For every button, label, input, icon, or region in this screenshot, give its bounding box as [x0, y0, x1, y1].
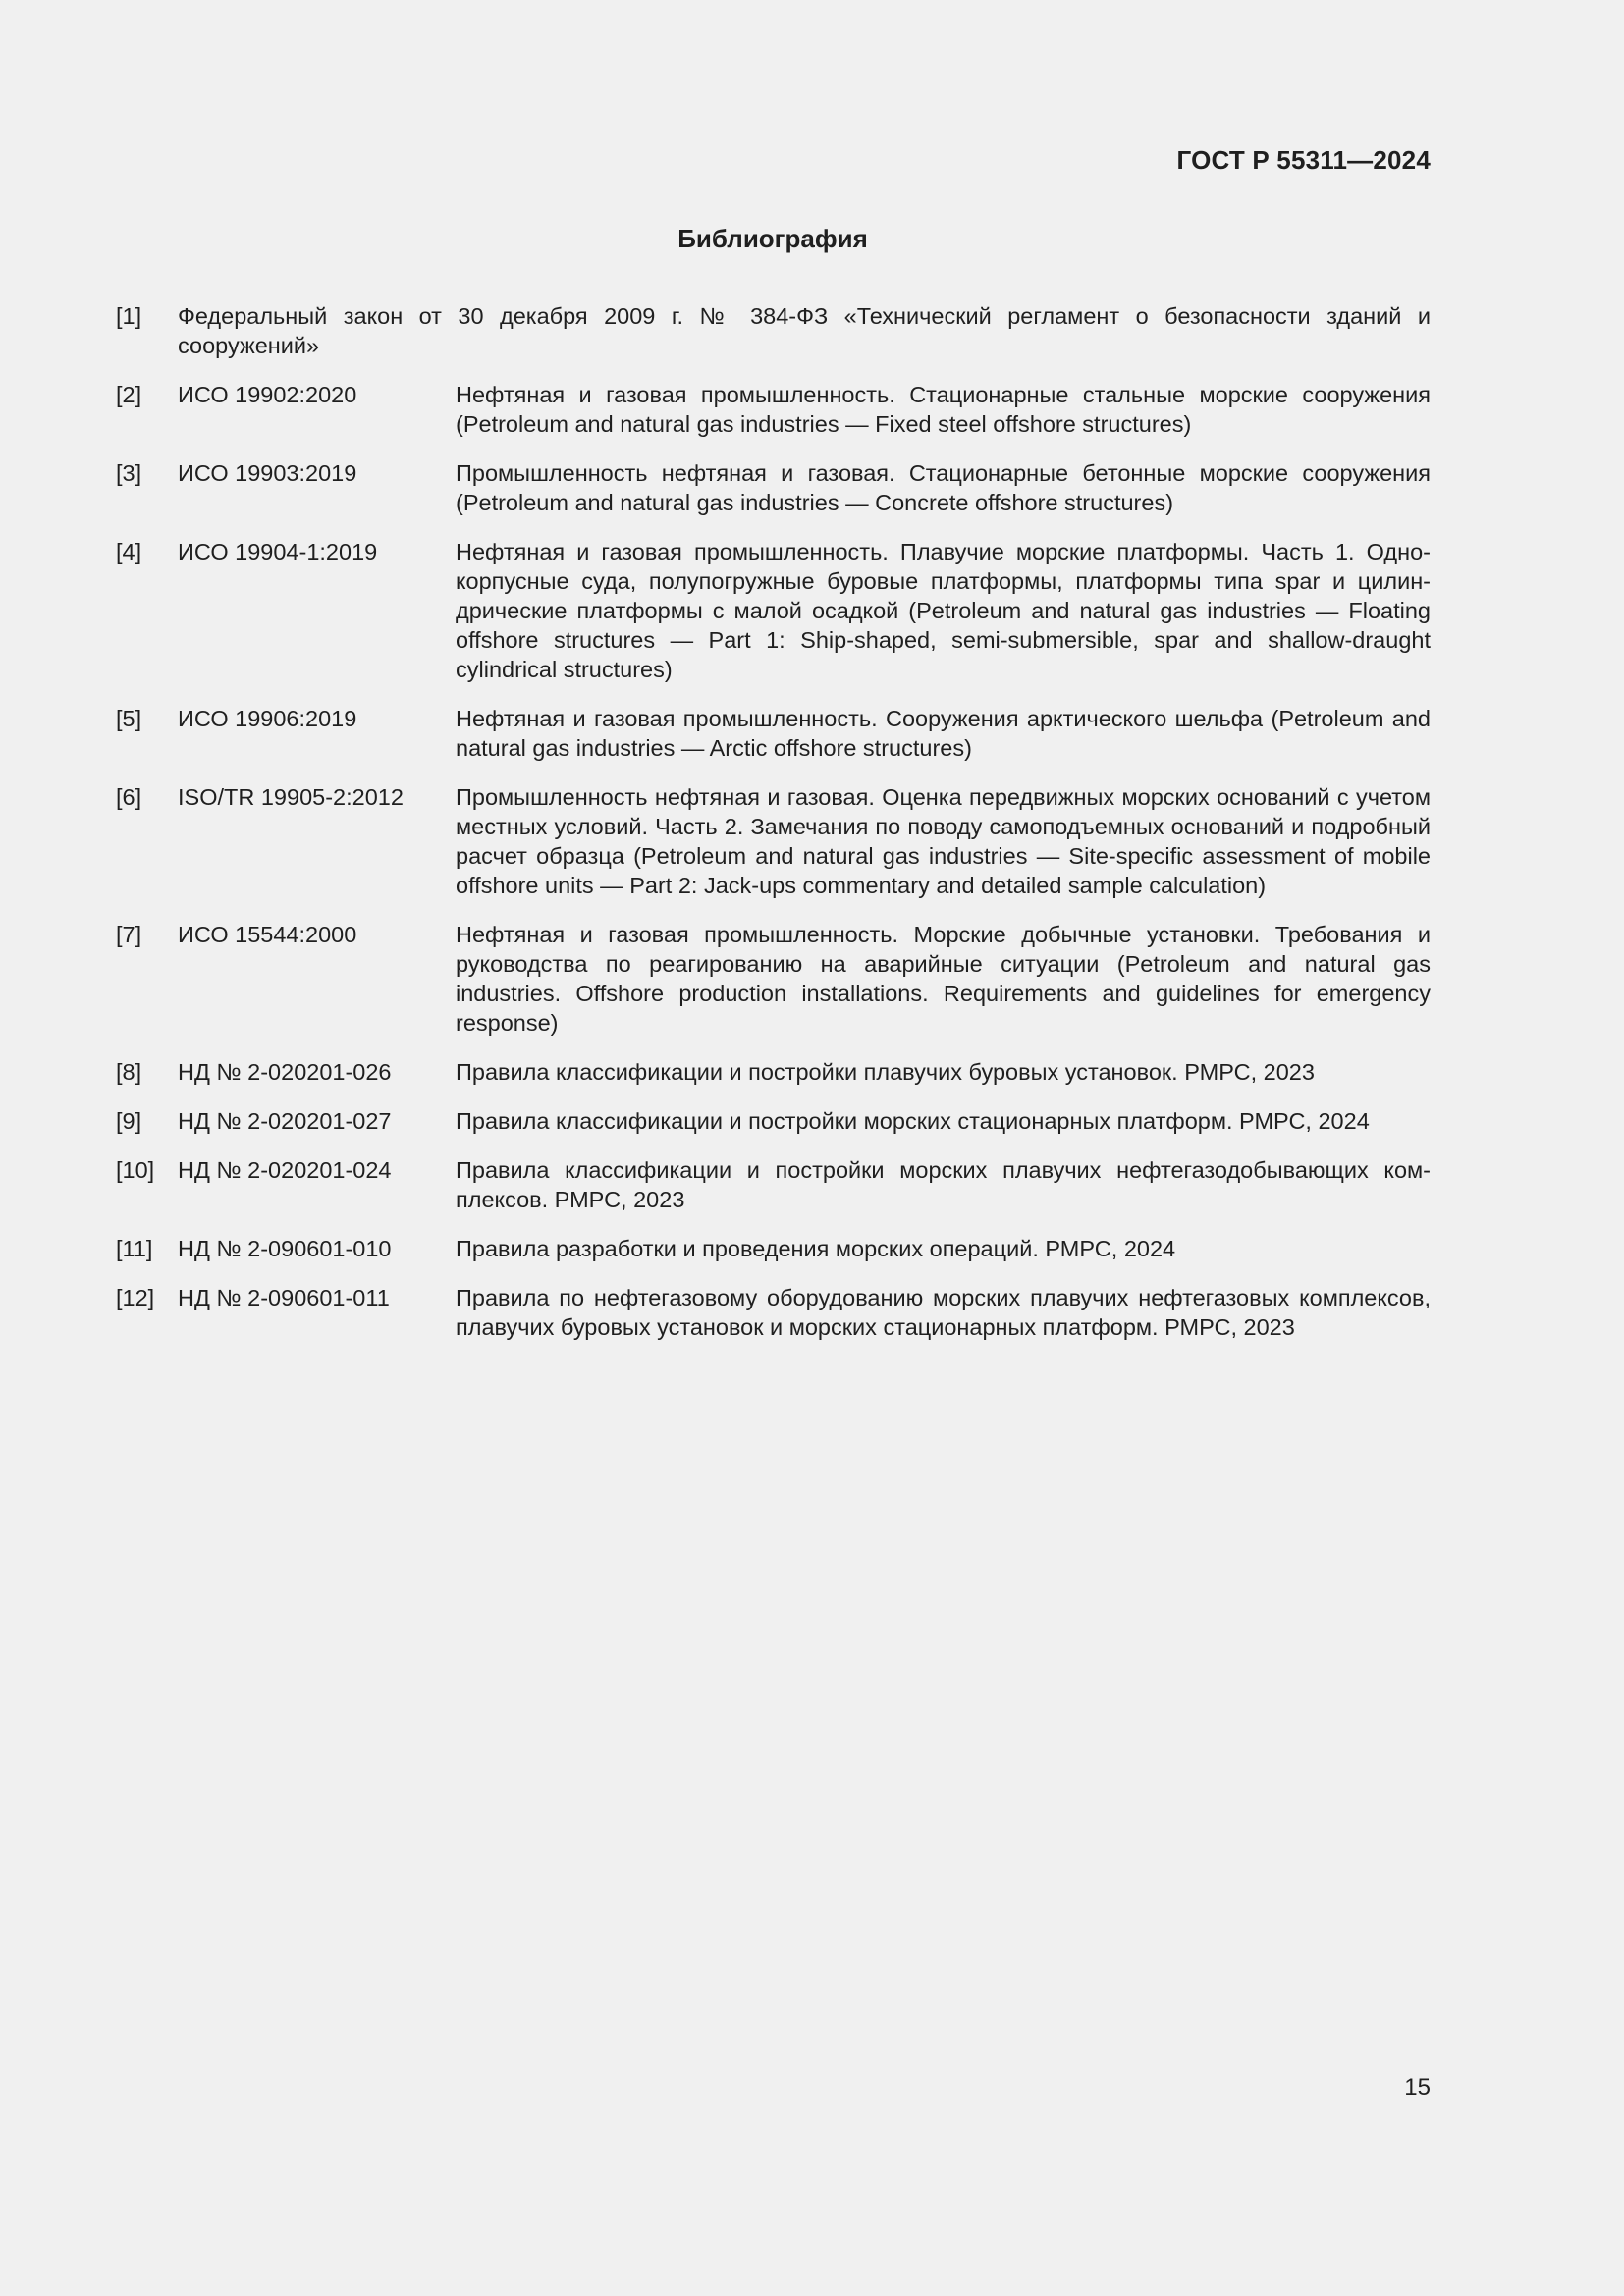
reference-code: ИСО 19906:2019: [178, 706, 357, 731]
reference-text: Правила по нефтегазовому оборудованию морских плавучих нефтегазовых комплексов, плавучих буровых установок и морских стационарных платформ. РМРС, 2023: [456, 1285, 1431, 1340]
reference-code: ИСО 15544:2000: [178, 922, 357, 947]
reference-number: [12]: [116, 1285, 155, 1310]
section-title: Библиография: [677, 224, 868, 253]
reference-text: Правила классификации и постройки плавучих буровых установок. РМРС, 2023: [456, 1059, 1315, 1085]
reference-text: Промышленность нефтяная и газовая. Стационарные бетонные морские сооружения (Petroleum and natural gas industries — Concrete offshore structures): [456, 460, 1431, 515]
reference-number: [5]: [116, 706, 142, 731]
bibliography-item: [116, 1234, 1431, 1263]
reference-number: [10]: [116, 1157, 155, 1183]
reference-code: ИСО 19904-1:2019: [178, 539, 378, 564]
bibliography-item: [116, 704, 1431, 763]
reference-text: Нефтяная и газовая промышленность. Морские добычные установки. Требования и руководства по реагированию на аварийные ситуации (Petroleum and natural gas industries. Offshore production installations. Requirements and guidelines for emergency response): [456, 922, 1431, 1036]
bibliography-item: [116, 920, 1431, 1038]
reference-code: НД № 2-020201-026: [178, 1059, 392, 1085]
bibliography-item: [116, 1283, 1431, 1342]
reference-code: НД № 2-090601-011: [178, 1285, 390, 1310]
reference-code: НД № 2-020201-027: [178, 1108, 392, 1134]
reference-code: НД № 2-020201-024: [178, 1157, 392, 1183]
bibliography-item: [116, 1155, 1431, 1214]
reference-text: Федеральный закон от 30 декабря 2009 г. № 384-ФЗ «Технический регламент о безопасности зданий и сооружений»: [178, 303, 1431, 358]
bibliography-item: [116, 1057, 1431, 1087]
bibliography-item: [116, 458, 1431, 517]
bibliography-list: [116, 301, 1431, 1362]
reference-text: Промышленность нефтяная и газовая. Оценка передвижных морских оснований с учетом местных условий. Часть 2. Замечания по поводу самоподъемных оснований и подробный расчет образца (Petroleum and natural gas industries — Site-specific assessment of mobile offshore units — Part 2: Jack-ups commentary and detailed sample calculation): [456, 784, 1431, 898]
reference-code: ISO/TR 19905-2:2012: [178, 784, 404, 810]
reference-text: Нефтяная и газовая промышленность. Сооружения арктического шельфа (Petroleum and natural gas industries — Arctic offshore structures): [456, 706, 1431, 761]
reference-number: [1]: [116, 303, 142, 329]
reference-text: Нефтяная и газовая промышленность. Стационарные стальные морские сооружения (Petroleum and natural gas industries — Fixed steel offshore structures): [456, 382, 1431, 437]
reference-code: ИСО 19902:2020: [178, 382, 357, 407]
reference-number: [6]: [116, 784, 142, 810]
bibliography-item: [116, 537, 1431, 684]
reference-number: [4]: [116, 539, 142, 564]
reference-text: Правила разработки и проведения морских операций. РМРС, 2024: [456, 1236, 1176, 1261]
reference-number: [9]: [116, 1108, 142, 1134]
bibliography-item: [116, 782, 1431, 900]
reference-text: Правила классификации и постройки морских плавучих нефтегазодобывающих комплексов. РМРС, 2023: [456, 1157, 1431, 1212]
reference-code: НД № 2-090601-010: [178, 1236, 392, 1261]
reference-number: [3]: [116, 460, 142, 486]
reference-code: ИСО 19903:2019: [178, 460, 357, 486]
reference-number: [8]: [116, 1059, 142, 1085]
page-number: 15: [1404, 2074, 1431, 2101]
reference-text: Правила классификации и постройки морских стационарных платформ. РМРС, 2024: [456, 1108, 1370, 1134]
reference-number: [2]: [116, 382, 142, 407]
reference-text: Нефтяная и газовая промышленность. Плавучие морские платформы. Часть 1. Однокорпусные суда, полупогружные буровые платформы, платформы типа spar и цилиндрические платформы с малой осадкой (Petroleum and natural gas industries — Floating offshore structures — Part 1: Ship-shaped, semi-submersible, spar and shallow-draught cylindrical structures): [456, 539, 1431, 682]
bibliography-item: [116, 380, 1431, 439]
document-code: ГОСТ Р 55311—2024: [1176, 145, 1431, 175]
reference-number: [7]: [116, 922, 142, 947]
bibliography-item: [116, 301, 1431, 360]
bibliography-item: [116, 1106, 1431, 1136]
reference-number: [11]: [116, 1236, 153, 1261]
